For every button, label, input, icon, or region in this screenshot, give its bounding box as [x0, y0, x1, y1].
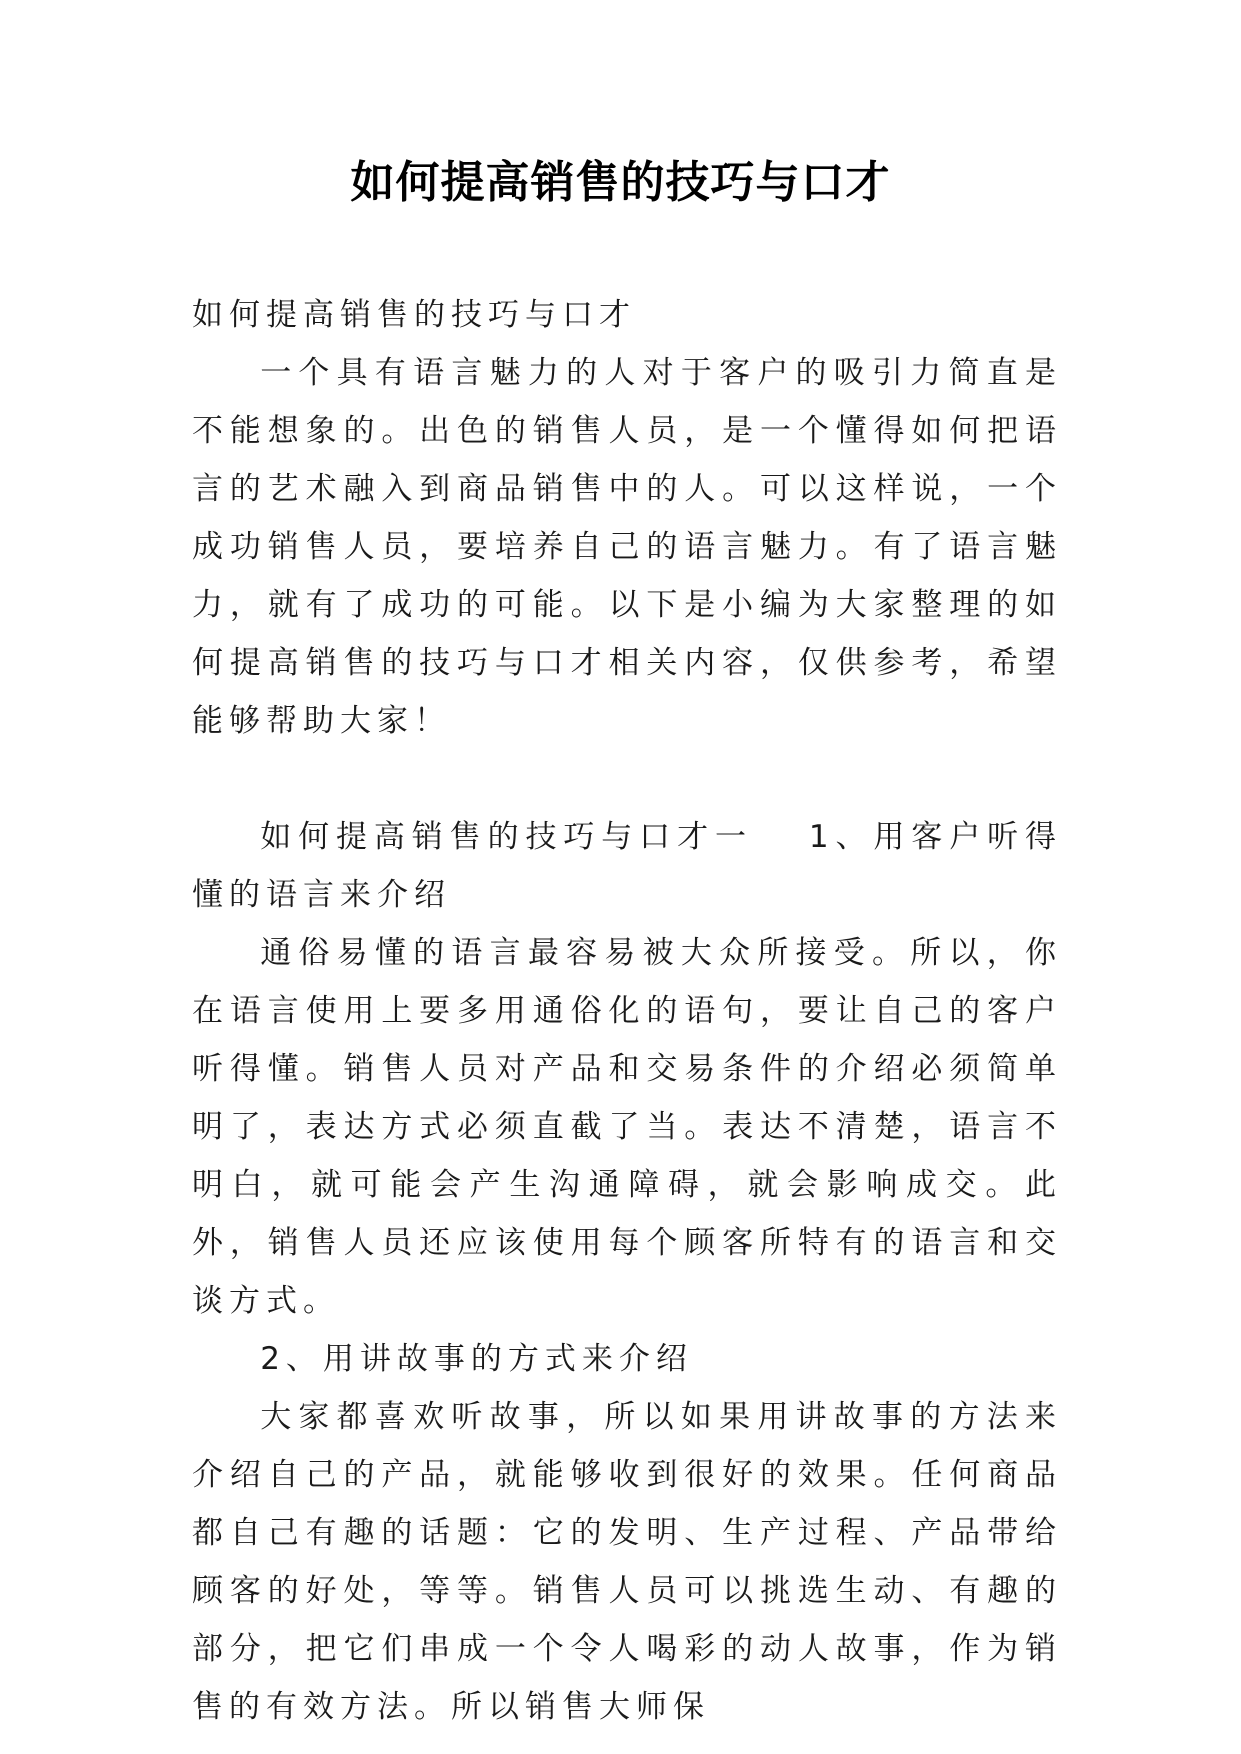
intro-paragraph: 一个具有语言魅力的人对于客户的吸引力简直是不能想象的。出色的销售人员，是一个懂得如何把语言的艺术融入到商品销售中的人。可以这样说，一个成功销售人员，要培养自己的语言魅力。有了语言魅力，就有了成功的可能。以下是小编为大家整理的如何提高销售的技巧与口才相关内容，仅供参考，希望能够帮助大家！: [192, 355, 1062, 739]
section-heading: 如何提高销售的技巧与口才一: [260, 819, 753, 855]
paragraph-spacer: [192, 750, 1062, 808]
document-subtitle: 如何提高销售的技巧与口才: [192, 297, 636, 333]
document-title: 如何提高销售的技巧与口才: [350, 157, 891, 208]
point1-title: 1、用客户听得懂的语言来介绍: [192, 819, 1062, 913]
point2-paragraph: 大家都喜欢听故事，所以如果用讲故事的方法来介绍自己的产品，就能够收到很好的效果。任何商品都自己有趣的话题：它的发明、生产过程、产品带给顾客的好处，等等。销售人员可以挑选生动、有趣的部分，把它们串成一个令人喝彩的动人故事，作为销售的有效方法。所以销售大师保: [192, 1399, 1062, 1725]
point1-paragraph: 通俗易懂的语言最容易被大众所接受。所以，你在语言使用上要多用通俗化的语句，要让自己的客户听得懂。销售人员对产品和交易条件的介绍必须简单明了，表达方式必须直截了当。表达不清楚，语言不明白，就可能会产生沟通障碍，就会影响成交。此外，销售人员还应该使用每个顾客所特有的语言和交谈方式。: [192, 935, 1062, 1319]
point2-title: 2、用讲故事的方式来介绍: [260, 1341, 693, 1377]
document-body: [192, 286, 1062, 1736]
section-heading-paragraph: [192, 808, 1062, 924]
